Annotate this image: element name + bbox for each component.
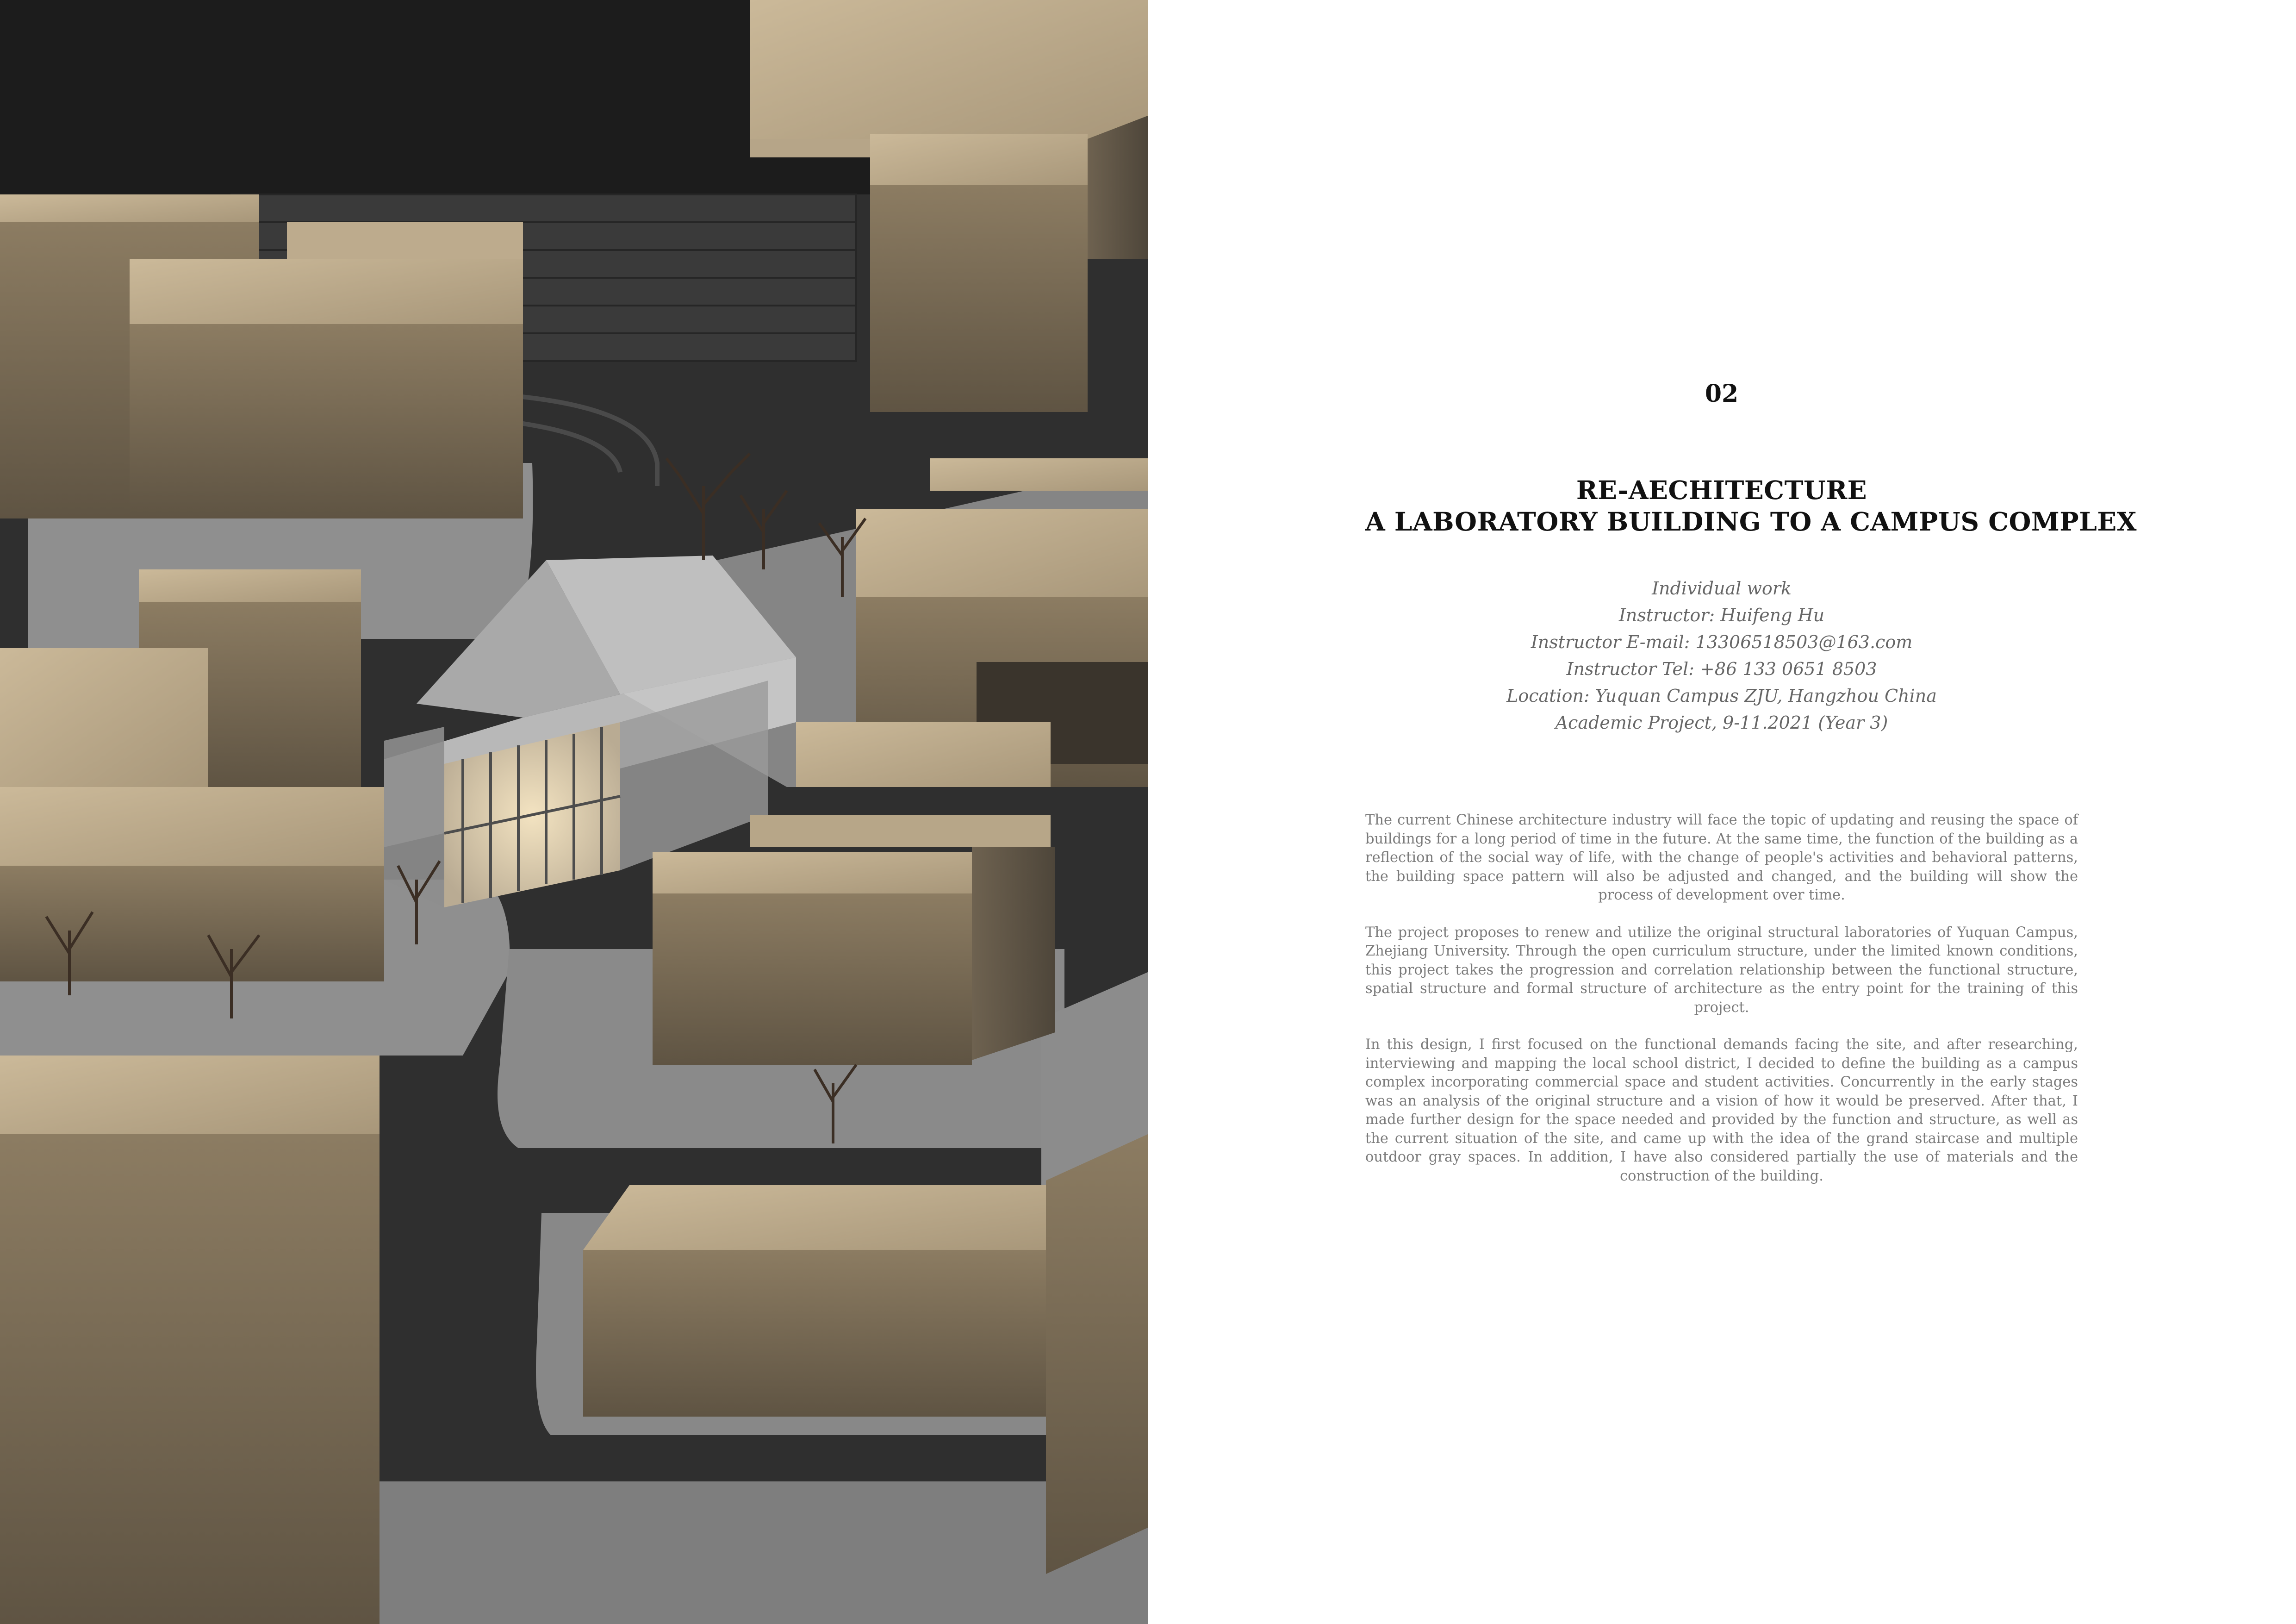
meta-instructor-email: Instructor E-mail: 13306518503@163.com [1531,632,1913,652]
description-paragraph-3: In this design, I first focused on the functional demands facing the site, and after researching, interviewing and mapping the local school district, I decided to define the building as a campus complex incorporating commercial space and student activities. Concurrently in the early stages was an analysis of the original structure and a vision of how it would be preserved. After that, I made further design for the space needed and provided by the function and structure, as well as the current situation of the site, and came up with the idea of the grand staircase and multiple outdoor gray spaces. In addition, I have also considered partially the use of materials and the construction of the building. [1365,1037,2078,1184]
meta-instructor-tel: Instructor Tel: +86 133 0651 8503 [1566,659,1877,679]
description-paragraph-2: The project proposes to renew and utilize the original structural laboratories of Yuquan Campus, Zhejiang University. Through the open curriculum structure, under the limited known conditions, this project takes the progression and correlation relationship between the functional structure, spatial structure and formal structure of architecture as the entry point for the training of this project. [1365,924,2078,1016]
glass-wing-left [384,727,444,907]
project-title-line-1: RE-AECHITECTURE [1576,475,1867,505]
project-description [1365,811,2078,1204]
description-paragraph-1: The current Chinese architecture industry will face the topic of updating and reusing the space of buildings for a long period of time in the future. At the same time, the function of the building as a reflection of the social way of life, with the change of people's activities and behavioral patterns, the building space pattern will also be adjusted and changed, and the building will show the process of development over time. [1365,812,2078,903]
block-bottom-left [0,1056,380,1624]
project-number: 02 [1705,380,1739,408]
project-title [1365,475,2137,537]
meta-work-type: Individual work [1652,578,1792,599]
meta-instructor: Instructor: Huifeng Hu [1618,605,1825,625]
project-title-line-2: A LABORATORY BUILDING TO A CAMPUS COMPLEX [1365,506,2137,537]
project-meta [1365,575,2078,736]
meta-location: Location: Yuquan Campus ZJU, Hangzhou China [1506,686,1937,706]
meta-date: Academic Project, 9-11.2021 (Year 3) [1555,712,1888,733]
